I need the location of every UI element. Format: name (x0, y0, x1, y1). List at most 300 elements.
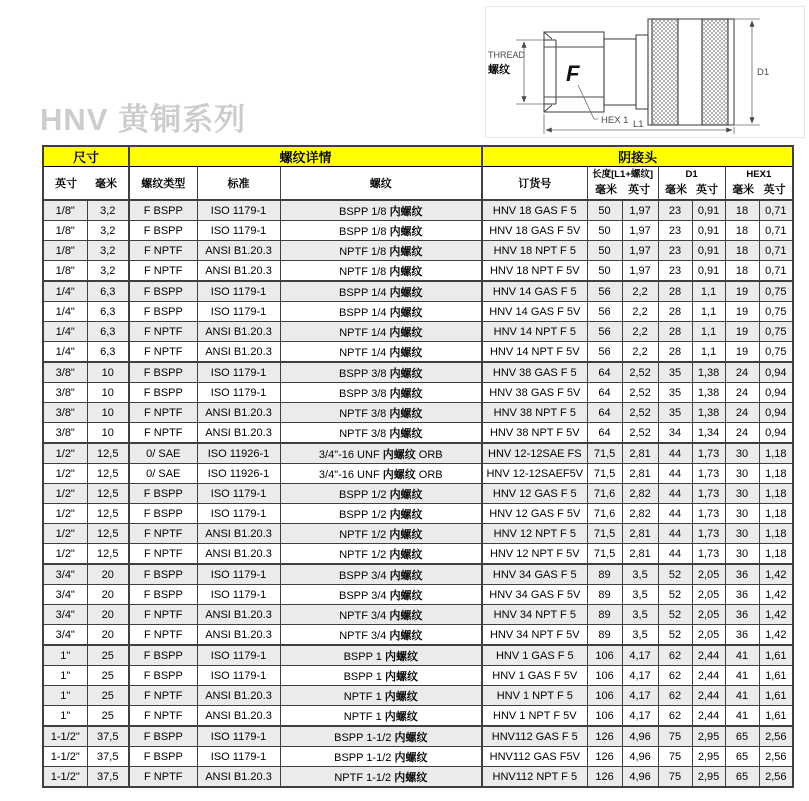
cell-l1-mm: 71,5 (587, 464, 622, 484)
cell-standard: ISO 1179-1 (197, 504, 280, 524)
cell-part-number: HNV 1 GAS F 5V (482, 666, 587, 686)
cell-d1-mm: 75 (658, 726, 692, 747)
cell-inch: 3/8" (43, 362, 87, 383)
cell-hex1-inch: 1,42 (759, 625, 793, 646)
header-d1-label: D1 (685, 169, 698, 180)
cell-d1-inch: 1,73 (692, 504, 725, 524)
cell-d1-mm: 62 (658, 706, 692, 727)
cell-part-number: HNV 34 GAS F 5V (482, 585, 587, 605)
cell-d1-inch: 1,73 (692, 464, 725, 484)
cell-l1-mm: 106 (587, 686, 622, 706)
cell-thread-type: F NPTF (129, 605, 197, 625)
cell-hex1-mm: 30 (725, 484, 759, 504)
cell-standard: ANSI B1.20.3 (197, 524, 280, 544)
cell-part-number: HNV 14 NPT F 5 (482, 322, 587, 342)
cell-thread-type: 0/ SAE (129, 464, 197, 484)
cell-d1-inch: 2,05 (692, 625, 725, 646)
cell-hex1-inch: 1,61 (759, 686, 793, 706)
cell-l1-mm: 106 (587, 645, 622, 666)
cell-inch: 1-1/2" (43, 726, 87, 747)
cell-inch: 1/4" (43, 322, 87, 342)
cell-l1-mm: 71,5 (587, 443, 622, 464)
table-row (43, 241, 793, 261)
cell-d1-mm: 23 (658, 241, 692, 261)
cell-mm: 10 (87, 362, 129, 383)
cell-part-number: HNV 18 NPT F 5 (482, 241, 587, 261)
cell-part-number: HNV 12 GAS F 5 (482, 484, 587, 504)
cell-l1-inch: 4,17 (622, 645, 658, 666)
cell-d1-mm: 28 (658, 342, 692, 363)
cell-d1-mm: 35 (658, 362, 692, 383)
cell-thread: 3/4"-16 UNF 内螺纹 ORB (280, 464, 482, 484)
cell-mm: 10 (87, 423, 129, 444)
cell-part-number: HNV 38 NPT F 5V (482, 423, 587, 444)
cell-l1-mm: 126 (587, 726, 622, 747)
table-row (43, 767, 793, 788)
cell-d1-mm: 44 (658, 524, 692, 544)
cell-l1-mm: 89 (587, 625, 622, 646)
cell-hex1-mm: 30 (725, 443, 759, 464)
cell-hex1-mm: 24 (725, 423, 759, 444)
cell-thread: NPTF 3/8 内螺纹 (280, 403, 482, 423)
header-female-coupler-group: 阴接头 (482, 146, 793, 167)
cell-inch: 3/4" (43, 564, 87, 585)
cell-mm: 20 (87, 625, 129, 646)
d1-dimension-label: D1 (757, 67, 770, 78)
cell-standard: ANSI B1.20.3 (197, 403, 280, 423)
header-thread-details-group: 螺纹详情 (129, 146, 482, 167)
cell-hex1-inch: 0,71 (759, 241, 793, 261)
cell-standard: ISO 1179-1 (197, 585, 280, 605)
cell-hex1-inch: 0,75 (759, 281, 793, 302)
cell-mm: 3,2 (87, 221, 129, 241)
cell-inch: 1" (43, 706, 87, 727)
cell-hex1-mm: 18 (725, 241, 759, 261)
cell-hex1-mm: 19 (725, 281, 759, 302)
table-row (43, 544, 793, 565)
cell-d1-mm: 44 (658, 484, 692, 504)
cell-hex1-inch: 1,42 (759, 564, 793, 585)
cell-hex1-mm: 41 (725, 686, 759, 706)
table-row (43, 342, 793, 363)
cell-l1-inch: 2,2 (622, 322, 658, 342)
cell-hex1-inch: 0,71 (759, 200, 793, 221)
table-row (43, 261, 793, 282)
cell-hex1-mm: 19 (725, 302, 759, 322)
cell-hex1-inch: 0,75 (759, 302, 793, 322)
cell-mm: 25 (87, 686, 129, 706)
cell-inch: 3/8" (43, 403, 87, 423)
cell-thread-type: F BSPP (129, 747, 197, 767)
cell-thread: BSPP 1/4 内螺纹 (280, 281, 482, 302)
cell-d1-inch: 2,95 (692, 726, 725, 747)
cell-d1-mm: 52 (658, 564, 692, 585)
cell-standard: ANSI B1.20.3 (197, 342, 280, 363)
cell-l1-inch: 2,52 (622, 362, 658, 383)
coupling-spec-table (42, 145, 794, 788)
cell-hex1-mm: 24 (725, 403, 759, 423)
cell-d1-inch: 2,95 (692, 767, 725, 788)
cell-l1-inch: 3,5 (622, 605, 658, 625)
cell-hex1-inch: 1,18 (759, 464, 793, 484)
cell-l1-mm: 126 (587, 767, 622, 788)
cell-l1-mm: 71,6 (587, 484, 622, 504)
cell-mm: 3,2 (87, 261, 129, 282)
cell-thread-type: F NPTF (129, 261, 197, 282)
cell-d1-mm: 52 (658, 625, 692, 646)
cell-hex1-mm: 18 (725, 221, 759, 241)
cell-l1-inch: 1,97 (622, 261, 658, 282)
cell-standard: ISO 1179-1 (197, 221, 280, 241)
cell-thread-type: F BSPP (129, 484, 197, 504)
cell-part-number: HNV 34 NPT F 5 (482, 605, 587, 625)
cell-thread: BSPP 1/8 内螺纹 (280, 221, 482, 241)
cell-inch: 1" (43, 666, 87, 686)
cell-l1-inch: 4,96 (622, 767, 658, 788)
cell-d1-mm: 75 (658, 767, 692, 788)
cell-part-number: HNV112 GAS F5V (482, 747, 587, 767)
table-row (43, 443, 793, 464)
cell-hex1-mm: 41 (725, 706, 759, 727)
cell-l1-inch: 3,5 (622, 625, 658, 646)
cell-mm: 25 (87, 666, 129, 686)
table-row (43, 200, 793, 221)
cell-part-number: HNV 14 GAS F 5 (482, 281, 587, 302)
cell-hex1-inch: 0,71 (759, 221, 793, 241)
cell-standard: ISO 1179-1 (197, 362, 280, 383)
cell-standard: ANSI B1.20.3 (197, 544, 280, 565)
cell-l1-mm: 64 (587, 362, 622, 383)
cell-l1-inch: 3,5 (622, 585, 658, 605)
cell-hex1-mm: 30 (725, 464, 759, 484)
header-hex1-label: HEX1 (746, 169, 772, 180)
cell-thread: NPTF 3/8 内螺纹 (280, 423, 482, 444)
cell-inch: 1" (43, 686, 87, 706)
cell-l1-inch: 2,82 (622, 504, 658, 524)
cell-inch: 1/4" (43, 302, 87, 322)
table-row (43, 564, 793, 585)
cell-thread-type: F NPTF (129, 322, 197, 342)
cell-thread-type: F NPTF (129, 342, 197, 363)
cell-l1-mm: 71,5 (587, 544, 622, 565)
cell-hex1-inch: 0,75 (759, 342, 793, 363)
cell-d1-mm: 35 (658, 403, 692, 423)
cell-l1-inch: 2,52 (622, 423, 658, 444)
cell-mm: 37,5 (87, 747, 129, 767)
cell-thread: BSPP 3/8 内螺纹 (280, 362, 482, 383)
cell-hex1-inch: 2,56 (759, 747, 793, 767)
cell-standard: ANSI B1.20.3 (197, 261, 280, 282)
cell-hex1-inch: 1,18 (759, 504, 793, 524)
cell-hex1-inch: 2,56 (759, 767, 793, 788)
cell-inch: 1-1/2" (43, 767, 87, 788)
cell-part-number: HNV 14 GAS F 5V (482, 302, 587, 322)
cell-mm: 37,5 (87, 767, 129, 788)
cell-thread: NPTF 1-1/2 内螺纹 (280, 767, 482, 788)
cell-inch: 1-1/2" (43, 747, 87, 767)
cell-hex1-inch: 0,94 (759, 403, 793, 423)
cell-l1-mm: 56 (587, 302, 622, 322)
l1-dimension-label: L1 (633, 119, 644, 130)
table-row (43, 726, 793, 747)
cell-standard: ANSI B1.20.3 (197, 767, 280, 788)
cell-thread-type: F BSPP (129, 645, 197, 666)
cell-thread: BSPP 1/2 内螺纹 (280, 484, 482, 504)
cell-hex1-inch: 2,56 (759, 726, 793, 747)
cell-standard: ISO 1179-1 (197, 645, 280, 666)
cell-part-number: HNV 38 GAS F 5 (482, 362, 587, 383)
table-row (43, 504, 793, 524)
cell-mm: 12,5 (87, 504, 129, 524)
brand-f-logo: F (566, 61, 580, 86)
cell-l1-mm: 50 (587, 221, 622, 241)
cell-part-number: HNV 34 GAS F 5 (482, 564, 587, 585)
cell-thread: NPTF 1/4 内螺纹 (280, 322, 482, 342)
cell-d1-mm: 52 (658, 605, 692, 625)
table-body (43, 200, 793, 787)
cell-standard: ISO 1179-1 (197, 281, 280, 302)
table-row (43, 464, 793, 484)
cell-inch: 1/8" (43, 261, 87, 282)
cell-hex1-mm: 36 (725, 585, 759, 605)
cell-standard: ANSI B1.20.3 (197, 423, 280, 444)
cell-inch: 1/4" (43, 342, 87, 363)
cell-thread: NPTF 3/4 内螺纹 (280, 605, 482, 625)
header-length-inch: 英寸 (628, 184, 651, 196)
cell-thread: NPTF 1/8 内螺纹 (280, 241, 482, 261)
table-row (43, 281, 793, 302)
cell-thread: BSPP 1/2 内螺纹 (280, 504, 482, 524)
cell-l1-inch: 2,2 (622, 281, 658, 302)
table-row (43, 524, 793, 544)
cell-standard: ISO 1179-1 (197, 383, 280, 403)
cell-l1-inch: 2,81 (622, 464, 658, 484)
cell-mm: 3,2 (87, 200, 129, 221)
cell-d1-inch: 1,34 (692, 423, 725, 444)
header-size-group: 尺寸 (43, 146, 129, 167)
cell-hex1-inch: 1,42 (759, 585, 793, 605)
coupling-drawing-svg (486, 7, 804, 137)
cell-l1-mm: 64 (587, 383, 622, 403)
hex1-dimension-label: HEX 1 (601, 115, 629, 126)
header-hex1-inch: 英寸 (763, 184, 786, 196)
cell-mm: 6,3 (87, 342, 129, 363)
cell-hex1-mm: 30 (725, 544, 759, 565)
cell-mm: 20 (87, 585, 129, 605)
cell-hex1-mm: 65 (725, 767, 759, 788)
cell-thread-type: F NPTF (129, 403, 197, 423)
cell-mm: 6,3 (87, 302, 129, 322)
cell-thread-type: F BSPP (129, 383, 197, 403)
cell-l1-inch: 2,81 (622, 544, 658, 565)
cell-hex1-inch: 0,75 (759, 322, 793, 342)
cell-inch: 1/8" (43, 200, 87, 221)
cell-thread-type: F BSPP (129, 281, 197, 302)
cell-d1-inch: 0,91 (692, 200, 725, 221)
cell-d1-inch: 0,91 (692, 241, 725, 261)
cell-mm: 6,3 (87, 322, 129, 342)
cell-l1-mm: 71,5 (587, 524, 622, 544)
cell-inch: 3/8" (43, 423, 87, 444)
cell-hex1-mm: 41 (725, 645, 759, 666)
cell-inch: 1/2" (43, 443, 87, 464)
cell-standard: ANSI B1.20.3 (197, 241, 280, 261)
cell-mm: 6,3 (87, 281, 129, 302)
cell-l1-mm: 126 (587, 747, 622, 767)
table-row (43, 221, 793, 241)
cell-thread: 3/4"-16 UNF 内螺纹 ORB (280, 443, 482, 464)
table-row (43, 484, 793, 504)
cell-mm: 20 (87, 605, 129, 625)
cell-inch: 1" (43, 645, 87, 666)
cell-d1-mm: 44 (658, 544, 692, 565)
cell-standard: ISO 1179-1 (197, 484, 280, 504)
cell-standard: ANSI B1.20.3 (197, 686, 280, 706)
cell-l1-inch: 2,2 (622, 302, 658, 322)
cell-hex1-inch: 0,94 (759, 383, 793, 403)
table-row (43, 423, 793, 444)
cell-inch: 1/2" (43, 504, 87, 524)
cell-thread-type: F BSPP (129, 564, 197, 585)
cell-thread: NPTF 1/2 内螺纹 (280, 544, 482, 565)
cell-thread-type: F NPTF (129, 241, 197, 261)
header-d1 (658, 167, 725, 201)
cell-mm: 10 (87, 383, 129, 403)
cell-mm: 25 (87, 706, 129, 727)
cell-hex1-inch: 1,42 (759, 605, 793, 625)
cell-thread-type: F BSPP (129, 200, 197, 221)
cell-l1-mm: 106 (587, 706, 622, 727)
cell-part-number: HNV 14 NPT F 5V (482, 342, 587, 363)
cell-mm: 12,5 (87, 524, 129, 544)
header-size-units (43, 167, 129, 201)
cell-hex1-inch: 1,18 (759, 443, 793, 464)
cell-thread-type: F NPTF (129, 524, 197, 544)
cell-l1-mm: 56 (587, 322, 622, 342)
cell-inch: 1/2" (43, 464, 87, 484)
header-thread-type: 螺纹类型 (129, 167, 197, 201)
cell-thread-type: F NPTF (129, 625, 197, 646)
cell-d1-mm: 35 (658, 383, 692, 403)
cell-thread: BSPP 3/8 内螺纹 (280, 383, 482, 403)
cell-standard: ISO 1179-1 (197, 200, 280, 221)
cell-thread-type: F BSPP (129, 504, 197, 524)
cell-l1-mm: 50 (587, 241, 622, 261)
cell-thread: BSPP 3/4 内螺纹 (280, 585, 482, 605)
cell-l1-inch: 2,82 (622, 484, 658, 504)
cell-part-number: HNV 1 GAS F 5 (482, 645, 587, 666)
table-row (43, 403, 793, 423)
cell-thread-type: F BSPP (129, 666, 197, 686)
cell-hex1-inch: 1,61 (759, 645, 793, 666)
cell-l1-inch: 4,17 (622, 686, 658, 706)
cell-thread-type: F BSPP (129, 726, 197, 747)
cell-thread: NPTF 1/8 内螺纹 (280, 261, 482, 282)
table-row (43, 585, 793, 605)
cell-hex1-inch: 0,71 (759, 261, 793, 282)
cell-inch: 1/4" (43, 281, 87, 302)
table-row (43, 383, 793, 403)
cell-part-number: HNV 12-12SAE FS (482, 443, 587, 464)
cell-thread-type: 0/ SAE (129, 443, 197, 464)
cell-d1-inch: 2,95 (692, 747, 725, 767)
cell-d1-inch: 2,05 (692, 585, 725, 605)
cell-hex1-mm: 36 (725, 625, 759, 646)
cell-hex1-mm: 24 (725, 362, 759, 383)
cell-part-number: HNV 12 NPT F 5 (482, 524, 587, 544)
cell-l1-mm: 89 (587, 564, 622, 585)
cell-hex1-inch: 1,61 (759, 706, 793, 727)
table-subheader-row (43, 167, 793, 201)
cell-inch: 1/8" (43, 241, 87, 261)
cell-d1-mm: 62 (658, 666, 692, 686)
cell-part-number: HNV112 GAS F 5 (482, 726, 587, 747)
cell-l1-inch: 2,81 (622, 443, 658, 464)
table-row (43, 666, 793, 686)
cell-hex1-mm: 24 (725, 383, 759, 403)
cell-standard: ISO 11926-1 (197, 443, 280, 464)
cell-d1-mm: 75 (658, 747, 692, 767)
cell-d1-inch: 2,05 (692, 564, 725, 585)
cell-d1-inch: 2,05 (692, 605, 725, 625)
cell-standard: ANSI B1.20.3 (197, 322, 280, 342)
cell-d1-inch: 0,91 (692, 261, 725, 282)
cell-thread-type: F BSPP (129, 362, 197, 383)
cell-standard: ISO 1179-1 (197, 564, 280, 585)
cell-d1-inch: 2,44 (692, 686, 725, 706)
header-d1-mm: 毫米 (665, 184, 688, 196)
cell-inch: 3/4" (43, 625, 87, 646)
cell-standard: ANSI B1.20.3 (197, 625, 280, 646)
cell-d1-mm: 44 (658, 504, 692, 524)
cell-mm: 12,5 (87, 484, 129, 504)
table-row (43, 645, 793, 666)
cell-d1-inch: 1,73 (692, 544, 725, 565)
cell-l1-inch: 2,52 (622, 403, 658, 423)
cell-inch: 1/2" (43, 484, 87, 504)
cell-part-number: HNV 12 NPT F 5V (482, 544, 587, 565)
header-length-l1 (587, 167, 658, 201)
cell-thread: BSPP 1-1/2 内螺纹 (280, 747, 482, 767)
cell-l1-inch: 4,96 (622, 726, 658, 747)
cell-l1-inch: 4,17 (622, 666, 658, 686)
cell-l1-mm: 89 (587, 605, 622, 625)
cell-hex1-mm: 19 (725, 342, 759, 363)
cell-standard: ANSI B1.20.3 (197, 706, 280, 727)
cell-hex1-mm: 65 (725, 747, 759, 767)
cell-thread-type: F NPTF (129, 706, 197, 727)
cell-mm: 3,2 (87, 241, 129, 261)
header-standard: 标准 (197, 167, 280, 201)
table-row (43, 686, 793, 706)
cell-d1-mm: 23 (658, 261, 692, 282)
cell-hex1-mm: 19 (725, 322, 759, 342)
table-row (43, 625, 793, 646)
cell-mm: 20 (87, 564, 129, 585)
cell-hex1-mm: 36 (725, 564, 759, 585)
cell-l1-mm: 64 (587, 403, 622, 423)
cell-d1-inch: 1,73 (692, 524, 725, 544)
cell-part-number: HNV 12-12SAEF5V (482, 464, 587, 484)
cell-standard: ISO 11926-1 (197, 464, 280, 484)
cell-mm: 25 (87, 645, 129, 666)
cell-part-number: HNV 18 GAS F 5V (482, 221, 587, 241)
cell-d1-mm: 44 (658, 464, 692, 484)
cell-standard: ISO 1179-1 (197, 302, 280, 322)
cell-part-number: HNV112 NPT F 5 (482, 767, 587, 788)
cell-mm: 12,5 (87, 443, 129, 464)
header-inch: 英寸 (55, 178, 77, 190)
